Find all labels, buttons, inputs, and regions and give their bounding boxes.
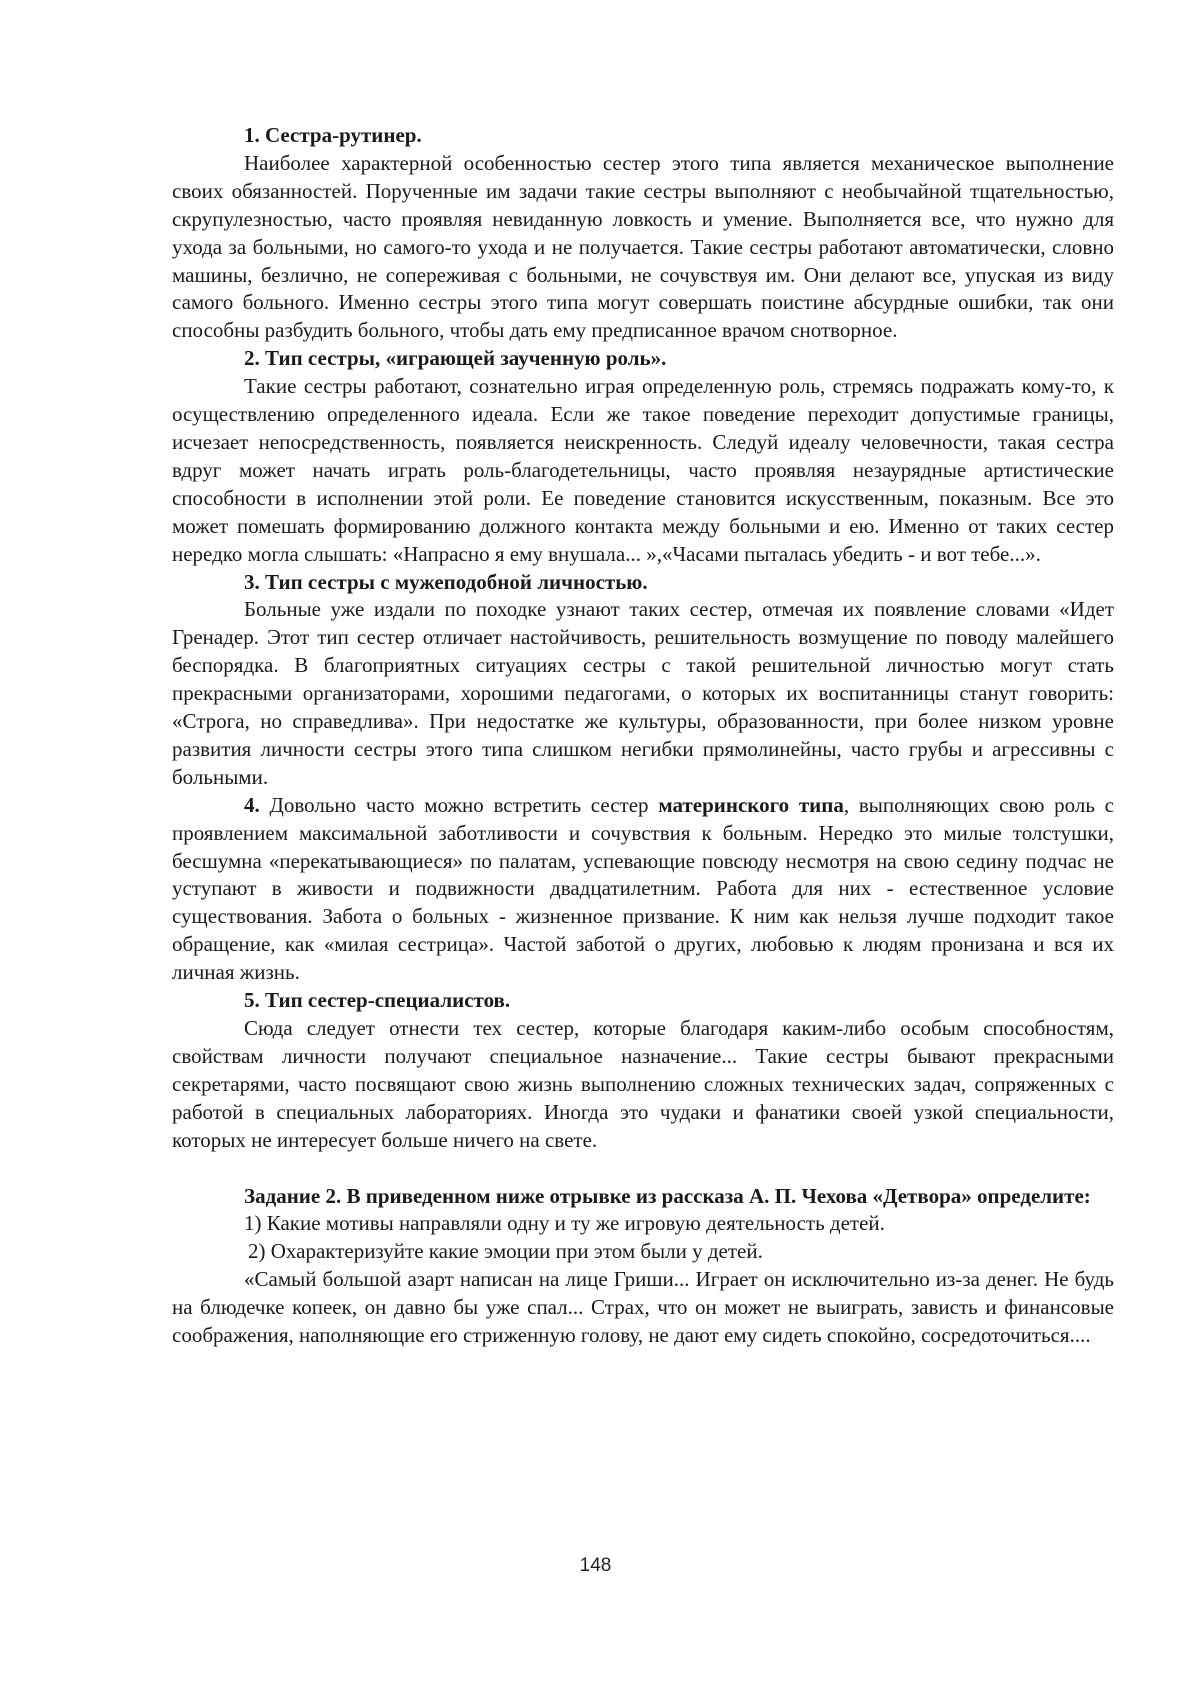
section-4-rest: , выполняющих свою роль с проявлением максимальной заботливости и сочувствия к больным. Нередко это милые толстушки, бесшумна «перекатывающиеся» по палатам, успевающие повсюду несмотря на свою седину подчас не уступают в живости и подвижности двадцатилетним. Работа для них - естественное условие существования. Забота о больных - жизненное призвание. К ним как нельзя лучше подходит такое обращение, как «милая сестрица». Частой заботой о других, любовью к людям пронизана и вся их личная жизнь. xyxy=(172,792,1114,985)
section-5-heading: 5. Тип сестер-специалистов. xyxy=(244,988,511,1013)
section-1-text: Наиболее характерной особенностью сестер этого типа является механическое выполнение своих обязанностей. Порученные им задачи такие сестры выполняют с необычайной тщательностью, скрупулезностью, часто проявляя невиданную ловкость и умение. Выполняется все, что нужно для ухода за больными, но самого-то ухода и не получается. Такие сестры работают автоматически, словно машины, безлично, не сопереживая с больными, не сочувствуя им. Они делают все, упуская из виду самого больного. Именно сестры этого типа могут совершать поистине абсурдные ошибки, так они способны разбудить больного, чтобы дать ему предписанное врачом снотворное. xyxy=(172,150,1114,343)
section-4-term: материнского типа xyxy=(658,792,844,817)
section-2-text: Такие сестры работают, сознательно играя определенную роль, стремясь подражать кому-то, к осуществлению определенного идеала. Если же такое поведение переходит допустимые границы, исчезает непосредственность, появляется неискренность. Следуй идеалу человечности, такая сестра вдруг может начать играть роль-благодетельницы, часто проявляя незаурядные артистические способности в исполнении этой роли. Ее поведение становится искусственным, показным. Все это может помешать формированию должного контакта между больными и ею. Именно от таких сестер нередко могла слышать: «Напрасно я ему внушала... »,«Часами пыталась убедить - и вот тебе...». xyxy=(172,374,1114,566)
section-4-text xyxy=(172,792,1114,987)
section-2-heading: 2. Тип сестры, «играющей заученную роль». xyxy=(244,346,667,371)
section-5-text: Сюда следует отнести тех сестер, которые благодаря каким-либо особым способностям, свойствам личности получают специальное назначение... Такие сестры бывают прекрасными секретарями, часто посвящают свою жизнь выполнению сложных технических задач, сопряженных с работой в специальных лабораториях. Иногда это чудаки и фанатики своей узкой специальности, которых не интересует больше ничего на свете. xyxy=(172,1016,1114,1152)
section-1-heading: 1. Сестра-рутинер. xyxy=(244,123,422,147)
section-3-text: Больные уже издали по походке узнают таких сестер, отмечая их появление словами «Идет Гренадер. Этот тип сестер отличает настойчивость, решительность возмущение по поводу малейшего беспорядка. В благоприятных ситуациях сестры с такой решительной личностью могут стать прекрасными организаторами, хорошими педагогами, о которых их воспитанницы станут говорить: «Строга, но справедлива». При недостатке же культуры, образованности, при более низком уровне развития личности сестры этого типа слишком негибки прямолинейны, часто грубы и агрессивны с больными. xyxy=(172,597,1114,789)
page-body xyxy=(172,122,1114,1350)
task-heading: Задание 2. В приведенном ниже отрывке из рассказа А. П. Чехова «Детвора» определите: xyxy=(244,1183,1091,1208)
section-4-lead: Довольно часто можно встретить сестер xyxy=(259,792,659,817)
page-number: 148 xyxy=(579,1555,612,1576)
section-4-number: 4. xyxy=(244,792,260,817)
task-question-1: 1) Какие мотивы направляли одну и ту же игровую деятельность детей. xyxy=(244,1211,885,1236)
task-question-2: 2) Охарактеризуйте какие эмоции при этом были у детей. xyxy=(248,1239,763,1264)
spacer xyxy=(172,1155,1114,1183)
task-quote: «Самый большой азарт написан на лице Гриши... Играет он исключительно из-за денег. Не будь на блюдечке копеек, он давно бы уже спал... Страх, что он может не выиграть, зависть и финансовые соображения, наполняющие его стриженную голову, не дают ему сидеть спокойно, сосредоточиться.... xyxy=(172,1267,1114,1348)
section-3-heading: 3. Тип сестры с мужеподобной личностью. xyxy=(244,569,648,594)
